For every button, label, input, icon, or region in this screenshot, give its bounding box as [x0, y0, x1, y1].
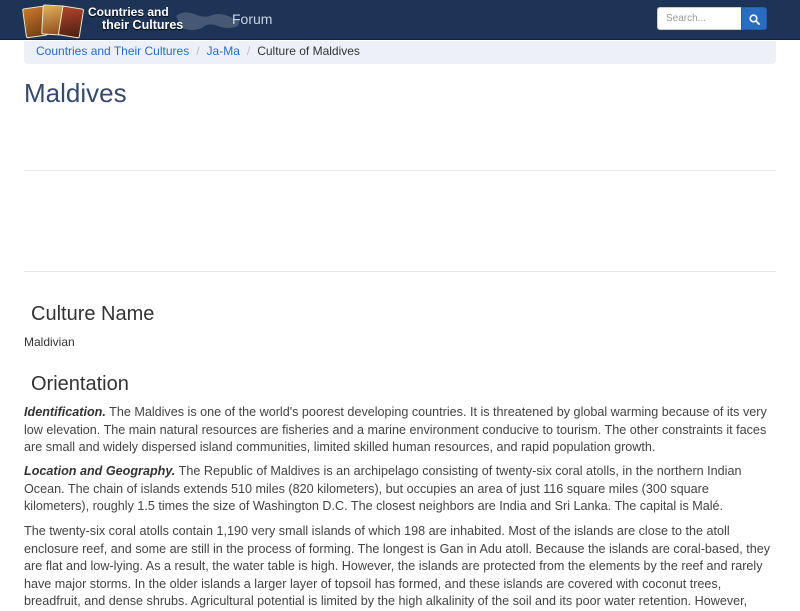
logo-photos-icon: [22, 4, 84, 38]
location-text: The Republic of Maldives is an archipelago consisting of twenty-six coral atolls, in the northern Indian Ocean. The chain of islands extends 510 miles (820 kilometers), but occupies an area of just 116 square miles (300 square kilometers), roughly 1.5 times the size of Washington D.C. The closest neighbors are India and Sri Lanka. The capital is Malé.: [24, 464, 742, 513]
nav-forum-link[interactable]: Forum: [232, 11, 273, 27]
location-label: Location and Geography.: [24, 464, 176, 478]
search-button[interactable]: [741, 7, 767, 30]
search-icon: [749, 14, 760, 25]
identification-label: Identification.: [24, 405, 106, 419]
paragraph-identification: [24, 404, 776, 457]
identification-text: The Maldives is one of the world's poorest developing countries. It is threatened by global warming because of its very low elevation. The main natural resources are fisheries and a marine environment conducive to tourism. The other constraints it faces are small and widely dispersed island communities, limited skilled human resources, and rapid population growth.: [24, 405, 767, 454]
section-heading-orientation: Orientation: [31, 373, 129, 395]
divider: [24, 271, 776, 272]
breadcrumb-separator: /: [196, 44, 200, 58]
top-navbar: [0, 0, 800, 40]
logo-line-1: Countries and: [88, 5, 169, 19]
breadcrumb-separator: /: [246, 44, 251, 58]
breadcrumb-current: Culture of Maldives: [257, 44, 360, 58]
divider: [24, 170, 776, 171]
site-logo[interactable]: [22, 2, 218, 38]
breadcrumb: [24, 41, 776, 64]
paragraph-location-geography: [24, 463, 776, 516]
paragraph-atolls: The twenty-six coral atolls contain 1,190 very small islands of which 198 are inhabited. Most of the islands are close to the atoll enclosure reef, and some are still in the process of forming. The longest is Gan in Adu atoll. Because the islands are coral-based, they are flat and low-lying. As a result, the water table is high. However, the islands are protected from the elements by the reef and rarely have major storms. In the older islands a larger layer of topsoil has formed, and these islands are covered with coconut trees, breadfruit, and dense shrubs. Agricultural potential is limited by the high alkalinity of the soil and its poor water retention. However,: [24, 524, 771, 608]
search-input[interactable]: [657, 7, 742, 30]
section-heading-culture-name: Culture Name: [31, 303, 155, 325]
culture-name-value: Maldivian: [24, 335, 75, 349]
logo-text: [88, 6, 183, 32]
page-title: Maldives: [24, 78, 127, 108]
logo-line-2: their Cultures: [102, 18, 184, 32]
breadcrumb-link-ja-ma[interactable]: Ja-Ma: [206, 44, 240, 58]
breadcrumb-link-countries[interactable]: Countries and Their Cultures: [36, 44, 190, 58]
